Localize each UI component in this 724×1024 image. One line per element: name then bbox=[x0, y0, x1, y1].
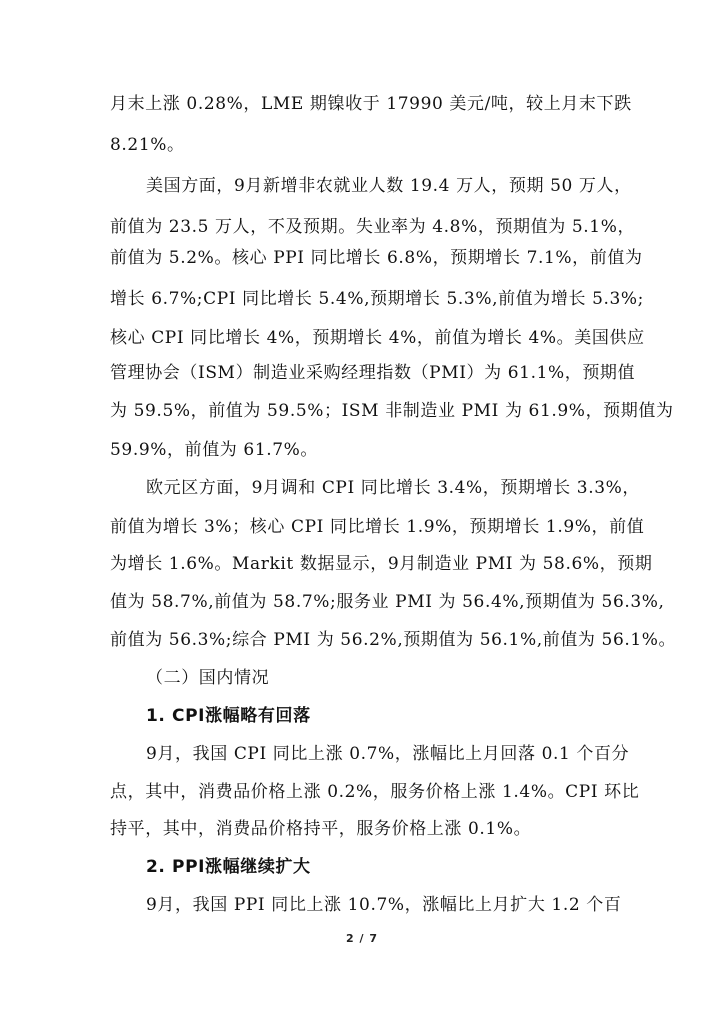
subsection-heading: 1. CPI涨幅略有回落 bbox=[146, 706, 311, 726]
paragraph-line: 9月，我国 PPI 同比上涨 10.7%，涨幅比上月扩大 1.2 个百 bbox=[146, 895, 622, 915]
paragraph-line: 前值为 5.2%。核心 PPI 同比增长 6.8%，预期增长 7.1%，前值为 bbox=[110, 248, 643, 268]
subsection-heading: 2. PPI涨幅继续扩大 bbox=[146, 857, 311, 877]
paragraph-line: 为增长 1.6%。Markit 数据显示，9月制造业 PMI 为 58.6%，预期 bbox=[110, 554, 653, 574]
paragraph-line: 前值为增长 3%；核心 CPI 同比增长 1.9%，预期增长 1.9%，前值 bbox=[110, 517, 645, 537]
paragraph-line: 管理协会（ISM）制造业采购经理指数（PMI）为 61.1%，预期值 bbox=[110, 363, 636, 383]
paragraph-line: 美国方面，9月新增非农就业人数 19.4 万人，预期 50 万人， bbox=[146, 176, 632, 196]
paragraph-line: 59.9%，前值为 61.7%。 bbox=[110, 440, 319, 460]
paragraph-line: 8.21%。 bbox=[110, 135, 185, 155]
section-heading: （二）国内情况 bbox=[146, 668, 270, 688]
paragraph-line: 月末上涨 0.28%，LME 期镍收于 17990 美元/吨，较上月末下跌 bbox=[110, 94, 632, 114]
paragraph-line: 点，其中，消费品价格上涨 0.2%，服务价格上涨 1.4%。CPI 环比 bbox=[110, 782, 640, 802]
paragraph-line: 为 59.5%，前值为 59.5%；ISM 非制造业 PMI 为 61.9%，预期值为 bbox=[110, 401, 674, 421]
paragraph-line: 欧元区方面，9月调和 CPI 同比增长 3.4%，预期增长 3.3%， bbox=[146, 478, 640, 498]
page-number: 2 / 7 bbox=[346, 932, 378, 945]
paragraph-line: 持平，其中，消费品价格持平，服务价格上涨 0.1%。 bbox=[110, 819, 532, 839]
paragraph-line: 核心 CPI 同比增长 4%，预期增长 4%，前值为增长 4%。美国供应 bbox=[110, 328, 645, 348]
paragraph-line: 增长 6.7%;CPI 同比增长 5.4%,预期增长 5.3%,前值为增长 5.3%; bbox=[110, 289, 644, 309]
paragraph-line: 前值为 23.5 万人，不及预期。失业率为 4.8%，预期值为 5.1%， bbox=[110, 217, 636, 237]
paragraph-line: 前值为 56.3%;综合 PMI 为 56.2%,预期值为 56.1%,前值为 56.1%。 bbox=[110, 630, 677, 650]
paragraph-line: 值为 58.7%,前值为 58.7%;服务业 PMI 为 56.4%,预期值为 56.3%, bbox=[110, 592, 665, 612]
paragraph-line: 9月，我国 CPI 同比上涨 0.7%，涨幅比上月回落 0.1 个百分 bbox=[146, 744, 630, 764]
